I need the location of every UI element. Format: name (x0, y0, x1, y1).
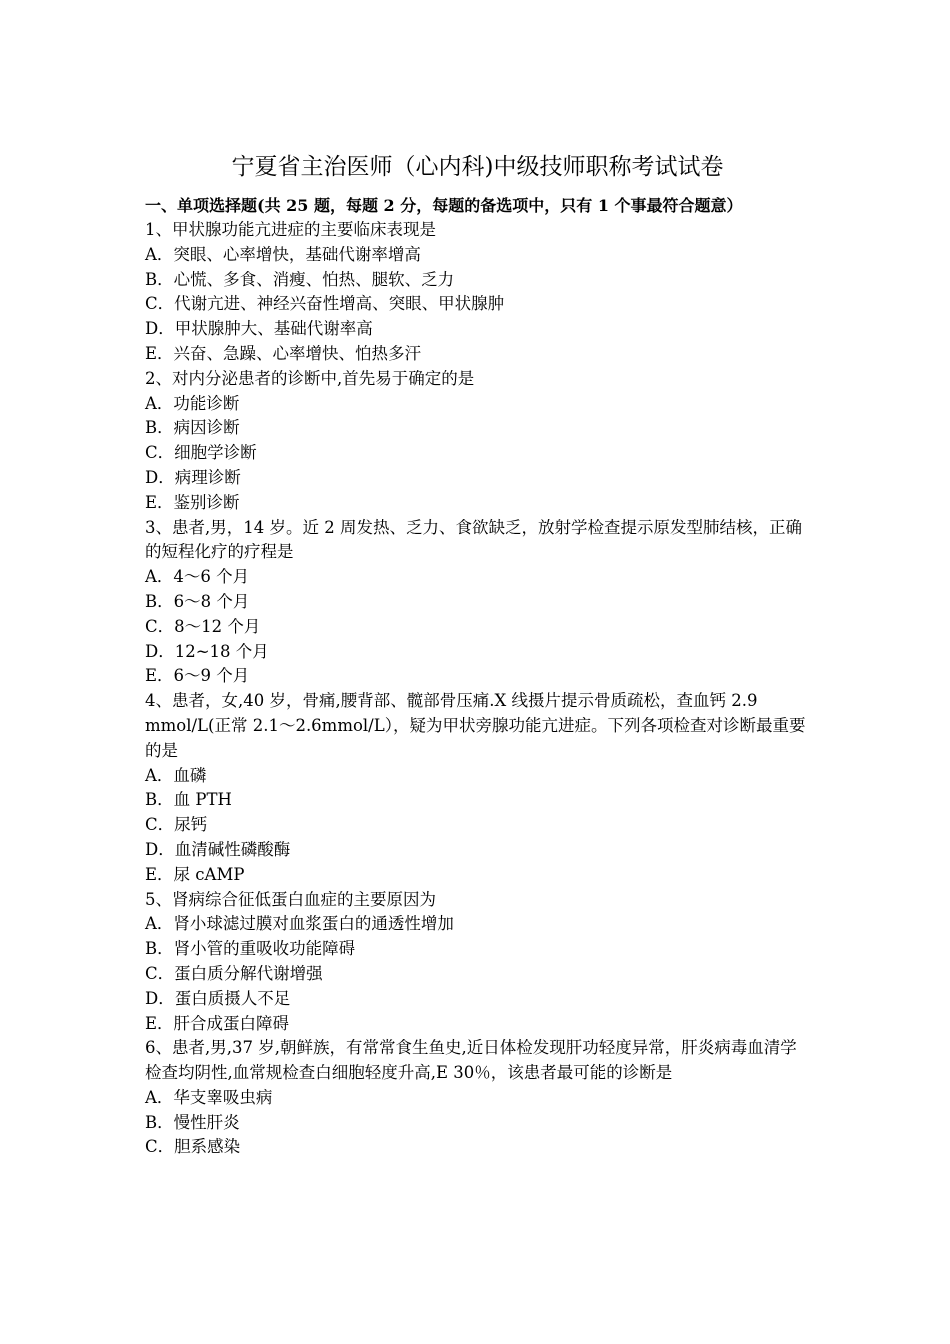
option-e: E．6～9 个月 (145, 666, 250, 686)
option-e: E．鉴别诊断 (145, 492, 240, 512)
question-stem: 3、患者,男，14 岁。近 2 周发热、乏力、食欲缺乏，放射学检查提示原发型肺结核，正确的短程化疗的疗程是 (145, 517, 802, 562)
option-b: B．血 PTH (145, 790, 232, 810)
option-c: C．细胞学诊断 (145, 443, 257, 463)
option-c: C．蛋白质分解代谢增强 (145, 963, 323, 983)
question-stem: 1、甲状腺功能亢进症的主要临床表现是 (145, 220, 436, 239)
question-1 (145, 218, 810, 367)
option-d: D．甲状腺肿大、基础代谢率高 (145, 319, 373, 339)
question-stem: 6、患者,男,37 岁,朝鲜族，有常常食生鱼史,近日体检发现肝功轻度异常，肝炎病毒血清学检查均阴性,血常规检查白细胞轻度升高,E 30％，该患者最可能的诊断是 (145, 1038, 797, 1083)
option-c: C．胆系感染 (145, 1137, 241, 1157)
option-a: A．突眼、心率增快，基础代谢率增高 (145, 244, 421, 264)
question-stem: 5、肾病综合征低蛋白血症的主要原因为 (145, 889, 436, 909)
question-6 (145, 1036, 810, 1160)
option-e: E．肝合成蛋白障碍 (145, 1013, 290, 1033)
document-title: 宁夏省主治医师（心内科)中级技师职称考试试卷 (231, 154, 724, 180)
option-e: E．尿 cAMP (145, 864, 245, 884)
option-d: D．蛋白质摄人不足 (145, 988, 291, 1008)
document-body (145, 150, 810, 1160)
question-2 (145, 367, 810, 516)
question-stem: 4、患者，女,40 岁，骨痛,腰背部、髋部骨压痛.X 线摄片提示骨质疏松，查血钙 2.9 mmol/L(正常 2.1～2.6mmol/L），疑为甲状旁腺功能亢进症。下列各项检查对诊断最重要的是 (145, 691, 806, 760)
question-5 (145, 888, 810, 1037)
option-b: B．病因诊断 (145, 418, 240, 438)
question-4 (145, 689, 810, 887)
option-a: A．血磷 (145, 765, 207, 785)
option-b: B．肾小管的重吸收功能障碍 (145, 939, 356, 959)
section-heading: 一、单项选择题(共 25 题，每题 2 分，每题的备选项中，只有 1 个事最符合题意） (145, 196, 743, 215)
option-b: B．慢性肝炎 (145, 1112, 240, 1132)
option-d: D．病理诊断 (145, 467, 241, 487)
option-d: D．血清碱性磷酸酶 (145, 839, 291, 859)
option-a: A．4～6 个月 (145, 567, 250, 587)
option-a: A．华支睾吸虫病 (145, 1087, 273, 1107)
option-c: C．代谢亢进、神经兴奋性增高、突眼、甲状腺肿 (145, 294, 505, 314)
question-3 (145, 516, 810, 690)
option-d: D．12~18 个月 (145, 641, 269, 661)
option-c: C．8～12 个月 (145, 616, 261, 636)
question-stem: 2、对内分泌患者的诊断中,首先易于确定的是 (145, 368, 475, 388)
option-b: B．6～8 个月 (145, 591, 250, 611)
option-c: C．尿钙 (145, 815, 208, 835)
option-a: A．功能诊断 (145, 393, 240, 413)
option-b: B．心慌、多食、消瘦、怕热、腿软、乏力 (145, 269, 455, 289)
option-a: A．肾小球滤过膜对血浆蛋白的通透性增加 (145, 914, 454, 934)
option-e: E．兴奋、急躁、心率增快、怕热多汗 (145, 343, 422, 363)
